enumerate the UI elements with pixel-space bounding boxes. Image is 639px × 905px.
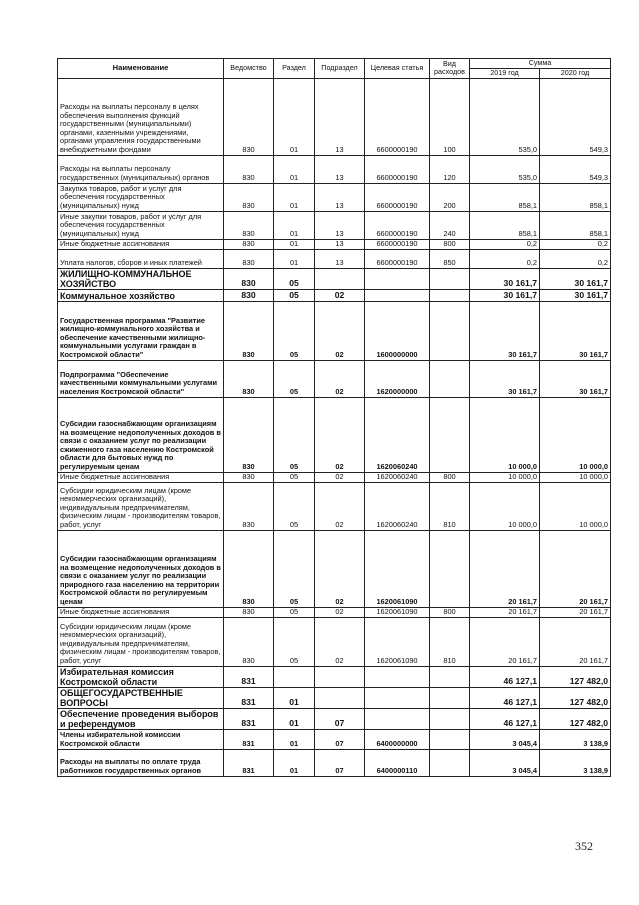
row-sum-2020: 20 161,7: [540, 607, 611, 617]
row-dept: 830: [224, 617, 274, 666]
table-row: [58, 729, 611, 749]
row-kind: 240: [430, 211, 470, 239]
row-target: 6600000190: [365, 211, 430, 239]
table-row: [58, 617, 611, 666]
row-name: Расходы на выплаты персоналу в целях обеспечения выполнения функций государственными (муниципальными) органами, казенными учреждениями, органами управления государственными внебюджетными фондами: [58, 78, 224, 155]
row-subsection: 13: [315, 239, 365, 249]
row-sum-2020: 20 161,7: [540, 530, 611, 607]
row-section: 01: [274, 687, 315, 708]
row-sum-2020: 127 482,0: [540, 687, 611, 708]
row-name: Уплата налогов, сборов и иных платежей: [58, 249, 224, 268]
row-subsection: 02: [315, 397, 365, 472]
row-target: 6400000110: [365, 749, 430, 776]
row-sum-2020: 549,3: [540, 78, 611, 155]
row-section: 01: [274, 708, 315, 729]
row-target: 1620060240: [365, 482, 430, 530]
row-section: 05: [274, 397, 315, 472]
row-target: [365, 666, 430, 687]
row-subsection: 02: [315, 482, 365, 530]
row-sum-2019: 3 045,4: [470, 749, 540, 776]
row-target: 6600000190: [365, 249, 430, 268]
row-name: Государственная программа "Развитие жилищно-коммунального хозяйства и обеспечение качественными жилищно-коммунальными услугами граждан в Костромской области": [58, 301, 224, 360]
table-row: [58, 530, 611, 607]
row-section: 01: [274, 249, 315, 268]
row-section: 05: [274, 482, 315, 530]
row-sum-2019: 858,1: [470, 211, 540, 239]
page-number: 352: [575, 839, 593, 853]
row-name: Коммунальное хозяйство: [58, 289, 224, 301]
row-section: 05: [274, 530, 315, 607]
row-subsection: 02: [315, 607, 365, 617]
row-sum-2020: 30 161,7: [540, 360, 611, 397]
row-sum-2020: 858,1: [540, 183, 611, 211]
row-kind: 120: [430, 155, 470, 183]
row-sum-2019: 10 000,0: [470, 397, 540, 472]
row-sum-2020: 549,3: [540, 155, 611, 183]
row-dept: 830: [224, 530, 274, 607]
row-kind: 200: [430, 183, 470, 211]
row-sum-2019: 30 161,7: [470, 289, 540, 301]
row-dept: 830: [224, 78, 274, 155]
row-section: 01: [274, 155, 315, 183]
row-dept: 830: [224, 301, 274, 360]
table-row: [58, 78, 611, 155]
row-section: 01: [274, 78, 315, 155]
row-dept: 830: [224, 211, 274, 239]
row-dept: 830: [224, 472, 274, 482]
row-subsection: 02: [315, 530, 365, 607]
row-subsection: 07: [315, 729, 365, 749]
row-subsection: [315, 666, 365, 687]
row-name: Обеспечение проведения выборов и референдумов: [58, 708, 224, 729]
row-sum-2019: 3 045,4: [470, 729, 540, 749]
row-section: 01: [274, 239, 315, 249]
table-body: [58, 78, 611, 776]
row-target: 1620060240: [365, 397, 430, 472]
row-sum-2019: 10 000,0: [470, 472, 540, 482]
table-row: [58, 482, 611, 530]
header-year-2019: 2019 год: [470, 69, 540, 79]
row-kind: 810: [430, 617, 470, 666]
row-sum-2020: 30 161,7: [540, 301, 611, 360]
row-sum-2019: 20 161,7: [470, 530, 540, 607]
row-dept: 830: [224, 607, 274, 617]
row-dept: 830: [224, 268, 274, 289]
row-subsection: [315, 687, 365, 708]
row-subsection: 07: [315, 708, 365, 729]
table-row: [58, 472, 611, 482]
row-target: [365, 708, 430, 729]
row-target: 6600000190: [365, 183, 430, 211]
row-kind: [430, 729, 470, 749]
table-row: [58, 301, 611, 360]
row-name: Закупка товаров, работ и услуг для обеспечения государственных (муниципальных) нужд: [58, 183, 224, 211]
row-subsection: 07: [315, 749, 365, 776]
row-subsection: 02: [315, 289, 365, 301]
row-sum-2020: 0,2: [540, 249, 611, 268]
row-subsection: [315, 268, 365, 289]
row-target: [365, 687, 430, 708]
header-target: Целевая статья: [365, 59, 430, 79]
row-sum-2020: 30 161,7: [540, 289, 611, 301]
table-row: [58, 360, 611, 397]
row-dept: 830: [224, 155, 274, 183]
row-target: [365, 289, 430, 301]
row-target: [365, 268, 430, 289]
row-kind: [430, 530, 470, 607]
row-sum-2020: 10 000,0: [540, 472, 611, 482]
row-kind: 850: [430, 249, 470, 268]
row-name: Иные закупки товаров, работ и услуг для обеспечения государственных (муниципальных) нужд: [58, 211, 224, 239]
row-name: Субсидии юридическим лицам (кроме некоммерческих организаций), индивидуальным предпринимателям, физическим лицам - производителям товаров, работ, услуг: [58, 617, 224, 666]
row-kind: [430, 289, 470, 301]
row-target: 6600000190: [365, 155, 430, 183]
row-dept: 830: [224, 289, 274, 301]
row-kind: [430, 666, 470, 687]
table-row: [58, 211, 611, 239]
row-kind: [430, 749, 470, 776]
row-name: Иные бюджетные ассигнования: [58, 472, 224, 482]
row-target: 1600000000: [365, 301, 430, 360]
table-row: [58, 687, 611, 708]
row-name: Иные бюджетные ассигнования: [58, 607, 224, 617]
row-kind: 800: [430, 239, 470, 249]
row-dept: 831: [224, 729, 274, 749]
header-kind: Вид расходов: [430, 59, 470, 79]
row-sum-2020: 3 138,9: [540, 749, 611, 776]
row-subsection: 02: [315, 617, 365, 666]
row-name: Расходы на выплаты по оплате труда работников государственных органов: [58, 749, 224, 776]
row-sum-2020: 127 482,0: [540, 708, 611, 729]
row-sum-2019: 858,1: [470, 183, 540, 211]
row-target: 1620061090: [365, 607, 430, 617]
table-row: [58, 666, 611, 687]
row-name: Субсидии газоснабжающим организациям на возмещение недополученных доходов в связи с оказанием услуг по реализации сжиженного газа населению Костромской области для бытовых нужд по регулируемым ценам: [58, 397, 224, 472]
row-subsection: 02: [315, 472, 365, 482]
row-subsection: 02: [315, 360, 365, 397]
row-sum-2020: 30 161,7: [540, 268, 611, 289]
row-kind: 810: [430, 482, 470, 530]
row-subsection: 13: [315, 155, 365, 183]
row-sum-2019: 535,0: [470, 155, 540, 183]
row-sum-2019: 46 127,1: [470, 666, 540, 687]
row-name: Подпрограмма "Обеспечение качественными коммунальными услугами населения Костромской области": [58, 360, 224, 397]
row-subsection: 13: [315, 78, 365, 155]
row-section: 05: [274, 472, 315, 482]
header-name: Наименование: [58, 59, 224, 79]
table-row: [58, 183, 611, 211]
row-kind: [430, 687, 470, 708]
row-section: 05: [274, 607, 315, 617]
row-name: Иные бюджетные ассигнования: [58, 239, 224, 249]
row-name: ЖИЛИЩНО-КОММУНАЛЬНОЕ ХОЗЯЙСТВО: [58, 268, 224, 289]
row-sum-2019: 46 127,1: [470, 708, 540, 729]
row-dept: 831: [224, 749, 274, 776]
row-kind: [430, 301, 470, 360]
row-dept: 830: [224, 249, 274, 268]
row-name: ОБЩЕГОСУДАРСТВЕННЫЕ ВОПРОСЫ: [58, 687, 224, 708]
row-kind: [430, 397, 470, 472]
row-section: 05: [274, 301, 315, 360]
header-section: Раздел: [274, 59, 315, 79]
table-row: [58, 607, 611, 617]
row-name: Субсидии газоснабжающим организациям на возмещение недополученных доходов в связи с оказанием услуг по реализации природного газа населению на территории Костромской области по регулируемым ценам: [58, 530, 224, 607]
row-kind: [430, 708, 470, 729]
row-sum-2019: 0,2: [470, 239, 540, 249]
row-sum-2019: 30 161,7: [470, 360, 540, 397]
row-sum-2019: 10 000,0: [470, 482, 540, 530]
row-target: 1620000000: [365, 360, 430, 397]
row-dept: 830: [224, 482, 274, 530]
row-subsection: 13: [315, 183, 365, 211]
row-subsection: 13: [315, 211, 365, 239]
row-kind: [430, 360, 470, 397]
row-sum-2020: 20 161,7: [540, 617, 611, 666]
row-sum-2019: 20 161,7: [470, 607, 540, 617]
row-name: Члены избирательной комиссии Костромской области: [58, 729, 224, 749]
row-sum-2020: 858,1: [540, 211, 611, 239]
row-sum-2020: 0,2: [540, 239, 611, 249]
row-kind: [430, 268, 470, 289]
row-dept: 830: [224, 183, 274, 211]
budget-table: [57, 58, 611, 777]
table-row: [58, 268, 611, 289]
table-row: [58, 397, 611, 472]
row-section: 05: [274, 268, 315, 289]
row-target: 1620061090: [365, 530, 430, 607]
row-dept: 831: [224, 666, 274, 687]
table-row: [58, 239, 611, 249]
row-target: 1620060240: [365, 472, 430, 482]
row-section: 01: [274, 749, 315, 776]
row-sum-2019: 535,0: [470, 78, 540, 155]
row-section: 05: [274, 289, 315, 301]
table-row: [58, 708, 611, 729]
row-subsection: 13: [315, 249, 365, 268]
header-subsection: Подраздел: [315, 59, 365, 79]
row-dept: 830: [224, 397, 274, 472]
row-section: [274, 666, 315, 687]
row-name: Субсидии юридическим лицам (кроме некоммерческих организаций), индивидуальным предпринимателям, физическим лицам - производителям товаров, работ, услуг: [58, 482, 224, 530]
row-name: Избирательная комиссия Костромской области: [58, 666, 224, 687]
row-sum-2019: 20 161,7: [470, 617, 540, 666]
row-name: Расходы на выплаты персоналу государственных (муниципальных) органов: [58, 155, 224, 183]
row-sum-2020: 127 482,0: [540, 666, 611, 687]
row-sum-2019: 30 161,7: [470, 268, 540, 289]
table-row: [58, 289, 611, 301]
row-kind: 800: [430, 607, 470, 617]
row-subsection: 02: [315, 301, 365, 360]
row-section: 01: [274, 211, 315, 239]
row-dept: 831: [224, 687, 274, 708]
row-sum-2019: 0,2: [470, 249, 540, 268]
row-dept: 830: [224, 360, 274, 397]
table-row: [58, 749, 611, 776]
row-dept: 830: [224, 239, 274, 249]
row-sum-2020: 10 000,0: [540, 397, 611, 472]
row-section: 01: [274, 183, 315, 211]
row-sum-2020: 10 000,0: [540, 482, 611, 530]
row-kind: 100: [430, 78, 470, 155]
row-section: 01: [274, 729, 315, 749]
row-target: 6600000190: [365, 78, 430, 155]
row-sum-2019: 30 161,7: [470, 301, 540, 360]
row-target: 6600000190: [365, 239, 430, 249]
row-target: 1620061090: [365, 617, 430, 666]
table-row: [58, 155, 611, 183]
table-row: [58, 249, 611, 268]
row-kind: 800: [430, 472, 470, 482]
header-sum: Сумма: [470, 59, 611, 69]
row-dept: 831: [224, 708, 274, 729]
row-section: 05: [274, 617, 315, 666]
row-sum-2020: 3 138,9: [540, 729, 611, 749]
row-sum-2019: 46 127,1: [470, 687, 540, 708]
row-section: 05: [274, 360, 315, 397]
header-dept: Ведомство: [224, 59, 274, 79]
row-target: 6400000000: [365, 729, 430, 749]
header-year-2020: 2020 год: [540, 69, 611, 79]
